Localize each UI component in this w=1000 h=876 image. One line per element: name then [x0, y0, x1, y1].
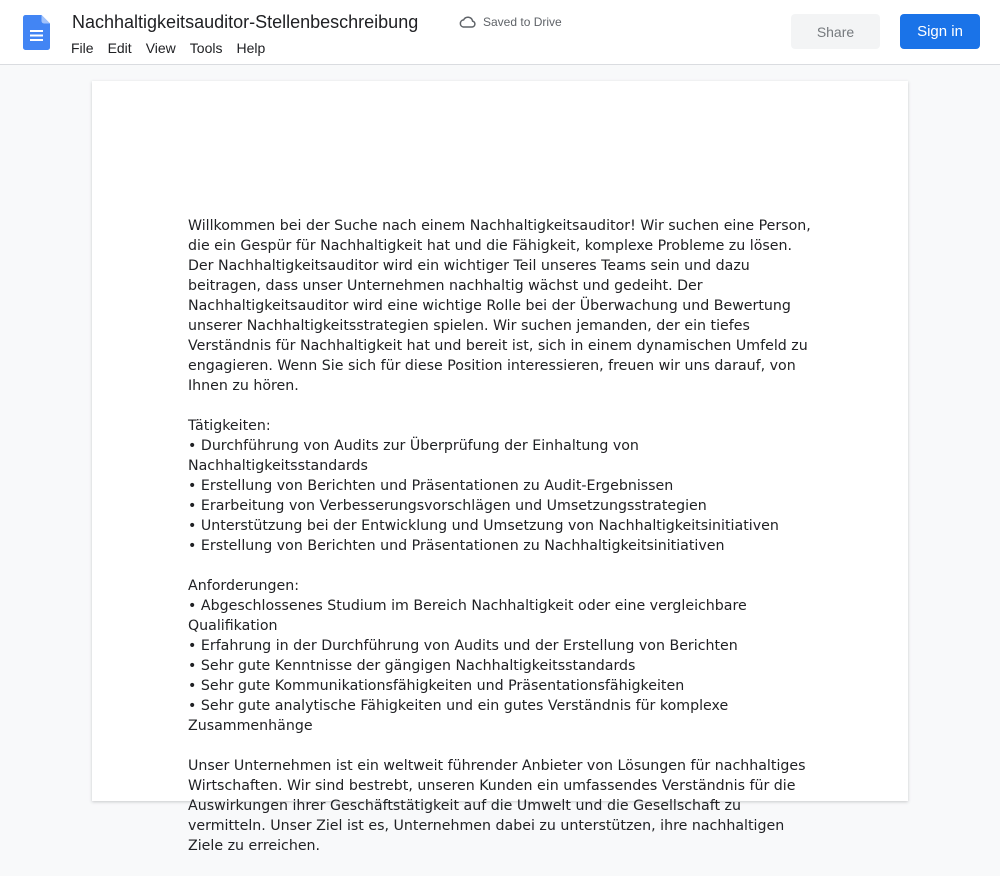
- list-item: • Sehr gute Kenntnisse der gängigen Nachhaltigkeitsstandards: [188, 656, 818, 676]
- document-title[interactable]: Nachhaltigkeitsauditor-Stellenbeschreibung: [72, 12, 419, 32]
- company-paragraph: Unser Unternehmen ist ein weltweit führender Anbieter von Lösungen für nachhaltiges Wirtschaften. Wir sind bestrebt, unseren Kunden ein umfassendes Verständnis für die Auswirkungen ihrer Geschäftstätigkeit auf die Umwelt und die Gesellschaft zu vermitteln. Unser Ziel ist es, Unternehmen dabei zu unterstützen, ihre nachhaltigen Ziele zu erreichen.: [188, 758, 806, 854]
- share-button[interactable]: Share: [791, 14, 880, 49]
- docs-logo-icon[interactable]: [23, 15, 50, 50]
- list-item: • Erarbeitung von Verbesserungsvorschlägen und Umsetzungsstrategien: [188, 496, 818, 516]
- cloud-saved-icon: [459, 16, 476, 28]
- requirements-section: [188, 576, 818, 736]
- sign-in-button[interactable]: Sign in: [900, 14, 980, 49]
- menu-file[interactable]: File: [71, 40, 94, 56]
- document-page[interactable]: [92, 81, 908, 854]
- save-status-label: Saved to Drive: [483, 15, 562, 29]
- document-body[interactable]: [188, 216, 818, 876]
- requirements-heading: Anforderungen:: [188, 578, 300, 594]
- list-item: • Abgeschlossenes Studium im Bereich Nachhaltigkeit oder eine vergleichbare Qualifikation: [188, 596, 818, 636]
- menu-bar: [64, 38, 272, 58]
- list-item: • Erstellung von Berichten und Präsentationen zu Nachhaltigkeitsinitiativen: [188, 536, 818, 556]
- list-item: • Unterstützung bei der Entwicklung und Umsetzung von Nachhaltigkeitsinitiativen: [188, 516, 818, 536]
- requirements-list: [188, 596, 818, 736]
- list-item: • Sehr gute Kommunikationsfähigkeiten und Präsentationsfähigkeiten: [188, 676, 818, 696]
- menu-help[interactable]: Help: [236, 40, 266, 56]
- menu-view[interactable]: View: [145, 40, 176, 56]
- tasks-heading: Tätigkeiten:: [188, 418, 271, 434]
- intro-paragraph: Willkommen bei der Suche nach einem Nachhaltigkeitsauditor! Wir suchen eine Person, die ein Gespür für Nachhaltigkeit hat und die Fähigkeit, komplexe Probleme zu lösen. Der Nachhaltigkeitsauditor wird ein wichtiger Teil unseres Teams sein und dazu beitragen, dass unser Unternehmen nachhaltig wächst und gedeiht. Der Nachhaltigkeitsauditor wird eine wichtige Rolle bei der Überwachung und Bewertung unserer Nachhaltigkeitsstrategien spielen. Wir suchen jemanden, der ein tiefes Verständnis für Nachhaltigkeit hat und bereit ist, sich in einem dynamischen Umfeld zu engagieren. Wenn Sie sich für diese Position interessieren, freuen wir uns darauf, von Ihnen zu hören.: [188, 218, 811, 394]
- menu-edit[interactable]: Edit: [107, 40, 132, 56]
- top-bar: [0, 0, 1000, 65]
- tasks-section: [188, 416, 818, 556]
- list-item: • Erstellung von Berichten und Präsentationen zu Audit-Ergebnissen: [188, 476, 818, 496]
- list-item: • Erfahrung in der Durchführung von Audits und der Erstellung von Berichten: [188, 636, 818, 656]
- tasks-list: [188, 436, 818, 556]
- menu-tools[interactable]: Tools: [189, 40, 223, 56]
- list-item: • Durchführung von Audits zur Überprüfung der Einhaltung von Nachhaltigkeitsstandards: [188, 436, 818, 476]
- list-item: • Sehr gute analytische Fähigkeiten und ein gutes Verständnis für komplexe Zusammenhänge: [188, 696, 818, 736]
- save-status[interactable]: [459, 13, 562, 31]
